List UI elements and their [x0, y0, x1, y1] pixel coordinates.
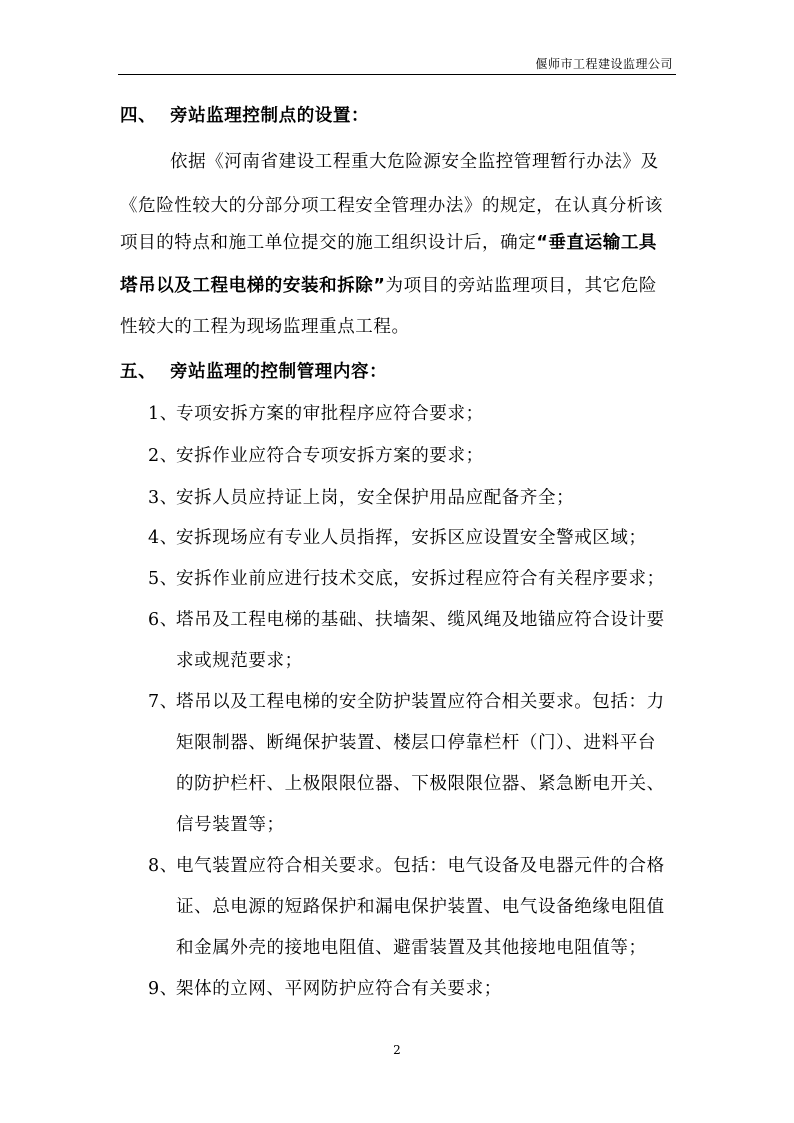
list-item-text: 塔吊及工程电梯的基础、扶墙架、缆风绳及地锚应符合设计要 [176, 610, 665, 630]
list-item-1 [148, 402, 484, 426]
list-item-6 [148, 608, 665, 632]
section-4-heading [120, 104, 369, 128]
list-item-text: 安拆作业应符合专项安拆方案的要求； [176, 446, 484, 466]
list-item-number: 8、 [148, 856, 178, 876]
para-line-3-text: 项目的特点和施工单位提交的施工组织设计后，确定 [120, 233, 537, 253]
list-item-number: 2、 [148, 446, 178, 466]
list-item-2 [148, 444, 484, 468]
page-number: 2 [393, 1043, 401, 1057]
list-item-5 [148, 567, 665, 591]
list-item-9 [148, 977, 502, 1001]
section-5-heading [120, 360, 387, 384]
list-item-text: 安拆现场应有专业人员指挥，安拆区应设置安全警戒区域； [176, 528, 647, 548]
section-4-para-line-5: 性较大的工程为现场监理重点工程。 [120, 317, 410, 337]
section-5-number: 五、 [120, 362, 157, 382]
list-item-4 [148, 526, 647, 550]
para-line-4-text: 为项目的旁站监理项目，其它危险 [385, 276, 658, 296]
list-item-7 [148, 690, 665, 714]
list-item-7-continuation-3: 信号装置等； [176, 815, 285, 835]
section-4-title: 旁站监理控制点的设置： [170, 106, 370, 126]
para-line-3-bold: “垂直运输工具 [536, 233, 658, 253]
list-item-8 [148, 854, 665, 878]
list-item-number: 5、 [148, 569, 178, 589]
header-company-name: 偃师市工程建设监理公司 [535, 57, 673, 71]
list-item-8-continuation-1: 证、总电源的短路保护和漏电保护装置、电气设备绝缘电阻值 [176, 897, 665, 917]
list-item-number: 6、 [148, 610, 178, 630]
para-line-4-bold: 塔吊以及工程电梯的安装和拆除” [120, 276, 386, 296]
list-item-number: 4、 [148, 528, 178, 548]
list-item-text: 专项安拆方案的审批程序应符合要求； [176, 404, 484, 424]
section-4-para-line-4 [120, 274, 657, 298]
list-item-text: 电气装置应符合相关要求。包括：电气设备及电器元件的合格 [176, 856, 665, 876]
section-4-para-line-1: 依据《河南省建设工程重大危险源安全监控管理暂行办法》及 [170, 152, 659, 172]
section-4-para-line-2: 《危险性较大的分部分项工程安全管理办法》的规定，在认真分析该 [120, 196, 663, 216]
section-4-number: 四、 [120, 106, 157, 126]
list-item-text: 安拆人员应持证上岗，安全保护用品应配备齐全； [176, 488, 575, 508]
list-item-number: 1、 [148, 404, 178, 424]
section-5-title: 旁站监理的控制管理内容： [170, 362, 388, 382]
header-rule [118, 74, 676, 75]
section-4-para-line-3 [120, 231, 657, 255]
list-item-8-continuation-2: 和金属外壳的接地电阻值、避雷装置及其他接地电阻值等； [176, 938, 647, 958]
list-item-number: 7、 [148, 692, 178, 712]
list-item-7-continuation-2: 的防护栏杆、上极限限位器、下极限限位器、紧急断电开关、 [176, 774, 665, 794]
list-item-number: 3、 [148, 488, 178, 508]
list-item-6-continuation: 求或规范要求； [176, 651, 303, 671]
list-item-text: 塔吊以及工程电梯的安全防护装置应符合相关要求。包括：力 [176, 692, 665, 712]
list-item-number: 9、 [148, 979, 178, 999]
list-item-text: 架体的立网、平网防护应符合有关要求； [176, 979, 502, 999]
list-item-3 [148, 486, 574, 510]
list-item-text: 安拆作业前应进行技术交底，安拆过程应符合有关程序要求； [176, 569, 665, 589]
list-item-7-continuation-1: 矩限制器、断绳保护装置、楼层口停靠栏杆（门）、进料平台 [176, 733, 656, 753]
